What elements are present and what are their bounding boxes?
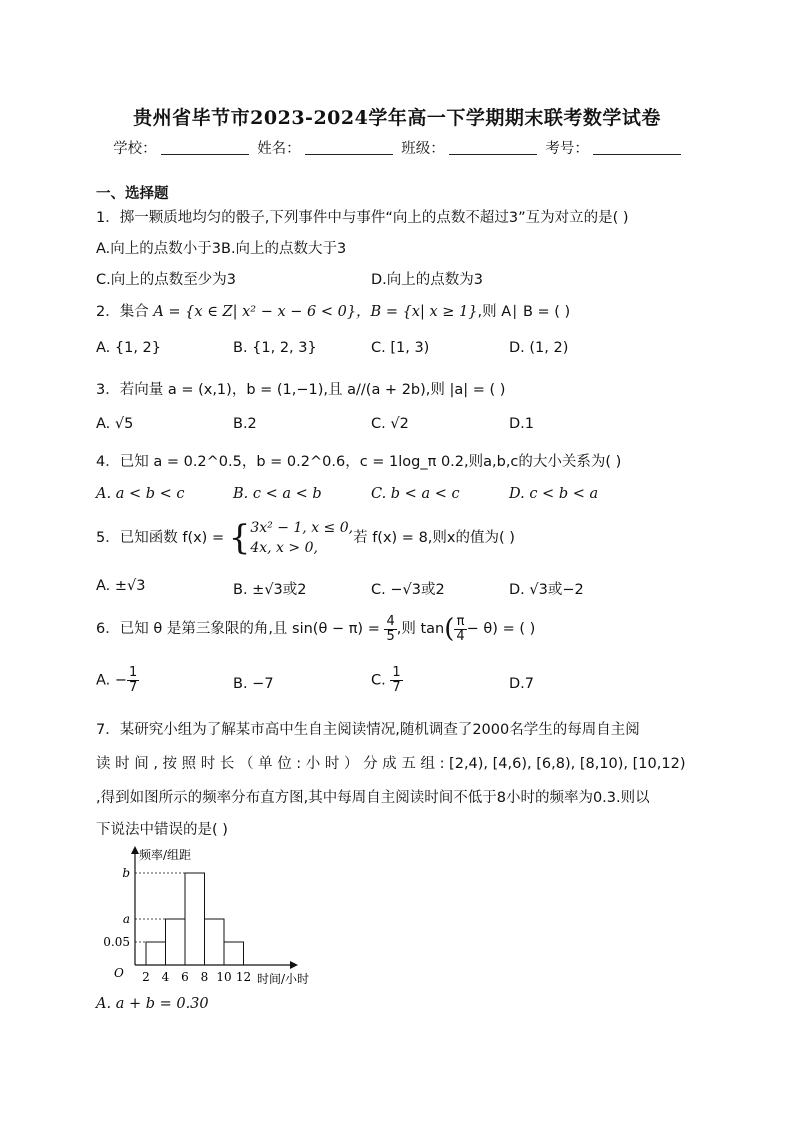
school-label: 学校：: [113, 141, 157, 157]
q2-stem-math: A = {x ∈ Z| x² − x − 6 < 0}，B = {x| x ≥ 1}: [153, 304, 478, 320]
q6-stem-mid: ,则 tan: [396, 621, 445, 637]
q7-line2: 读 时 间 , 按 照 时 长 （ 单 位 : 小 时 ） 分 成 五 组 : [2,4), [4,6), [6,8), [8,10), [10,12): [96, 756, 686, 772]
y-tick-label: a: [122, 912, 130, 926]
q3-stem: 3．若向量 a = (x,1)，b = (1,−1),且 a//(a + 2b),则 |a| = ( ): [96, 382, 506, 398]
q5-cases: [250, 518, 353, 558]
q3-option-d: D.1: [509, 416, 534, 432]
id-label: 考号：: [545, 141, 589, 157]
class-blank[interactable]: [449, 140, 537, 155]
frac-num: 1: [392, 665, 401, 680]
q2-option-d: D. (1, 2): [509, 340, 569, 356]
y-tick-label: b: [122, 866, 130, 880]
q2-option-a: A. {1, 2}: [96, 340, 162, 356]
id-blank[interactable]: [593, 140, 681, 155]
x-axis-label: 时间/小时: [257, 972, 310, 986]
histogram-bar: [205, 919, 225, 965]
q5-case2: 4x, x > 0,: [250, 540, 318, 556]
frac-num: π: [454, 615, 466, 630]
q6-stem: [96, 614, 535, 644]
q5-stem: [96, 518, 515, 558]
page-title: 贵州省毕节市2023-2024学年高一下学期期末联考数学试卷: [133, 107, 661, 129]
q4-stem: 4．已知 a = 0.2^0.5，b = 0.2^0.6，c = 1log_π 0.2,则a,b,c的大小关系为( ): [96, 454, 622, 470]
q5-stem-pre: 5．已知函数 f(x) =: [96, 530, 229, 546]
histogram-bar: [166, 919, 186, 965]
q2-stem-post: ,则 A∣ B = ( ): [477, 304, 571, 320]
q4-option-b: B. c < a < b: [233, 486, 322, 502]
frac-den: 7: [129, 680, 138, 695]
q7-option-a: A. a + b = 0.30: [96, 996, 209, 1012]
q6-fraction-pi-4: [454, 615, 466, 644]
x-tick-label: 6: [181, 970, 189, 984]
q1-stem: 1．掷一颗质地均匀的骰子,下列事件中与事件“向上的点数不超过3”互为对立的是( ): [96, 210, 629, 226]
x-axis-arrow: [290, 961, 298, 969]
frac-den: 4: [456, 628, 465, 644]
q5-case1: 3x² − 1, x ≤ 0,: [250, 520, 354, 536]
q2-stem-pre: 2．集合: [96, 304, 154, 320]
q6-option-a-fraction: [127, 666, 139, 695]
q6-option-c: [371, 666, 403, 695]
name-label: 姓名：: [257, 141, 301, 157]
q2-option-b: B. {1, 2, 3}: [233, 340, 317, 356]
origin-label: O: [114, 966, 124, 980]
q4-option-d: D. c < b < a: [509, 486, 599, 502]
class-label: 班级：: [401, 141, 445, 157]
y-axis-arrow: [131, 846, 139, 854]
q6-option-c-prefix: C.: [371, 672, 391, 689]
frac-num: 4: [386, 613, 395, 629]
q4-option-c: C. b < a < c: [371, 486, 460, 502]
q6-paren: (: [444, 614, 455, 644]
y-axis-label: 频率/组距: [139, 848, 192, 862]
q6-stem-pre: 6．已知 θ 是第三象限的角,且 sin(θ − π) =: [96, 621, 385, 637]
frac-num: 1: [129, 665, 138, 680]
section-heading: 一、选择题: [96, 186, 169, 202]
q4-option-a: A. a < b < c: [96, 486, 185, 502]
q6-option-a-prefix: A. −: [96, 672, 128, 689]
histogram-bar: [146, 942, 166, 965]
x-tick-label: 10: [216, 970, 232, 984]
student-info-line: [0, 137, 794, 158]
q5-stem-post: 若 f(x) = 8,则x的值为( ): [353, 530, 515, 546]
q6-option-d: D.7: [509, 676, 534, 692]
q3-option-a: A. √5: [96, 416, 134, 432]
q7-line3: ,得到如图所示的频率分布直方图,其中每周自主阅读时间不低于8小时的频率为0.3.则以: [96, 790, 650, 806]
q5-option-b: B. ±√3或2: [233, 582, 307, 598]
frac-den: 7: [392, 680, 401, 695]
x-tick-label: 4: [161, 970, 170, 984]
q6-option-b: B. −7: [233, 676, 274, 692]
q2-stem: [96, 300, 570, 321]
q5-option-d: D. √3或−2: [509, 582, 584, 598]
name-blank[interactable]: [305, 140, 393, 155]
q6-fraction-4-5: [384, 615, 396, 644]
q7-line4: 下说法中错误的是( ): [96, 822, 228, 838]
school-blank[interactable]: [161, 140, 249, 155]
x-tick-label: 2: [142, 970, 150, 984]
q3-option-b: B.2: [233, 416, 257, 432]
x-tick-label: 8: [200, 970, 209, 984]
frac-den: 5: [386, 628, 395, 644]
histogram-bar: [224, 942, 244, 965]
q5-option-c: C. −√3或2: [371, 582, 445, 598]
q2-option-c: C. [1, 3): [371, 340, 430, 356]
q5-brace: {: [228, 518, 251, 558]
q1-options-ab: A.向上的点数小于3B.向上的点数大于3: [96, 241, 347, 257]
q5-option-a: A. ±√3: [96, 578, 146, 594]
q3-option-c: C. √2: [371, 416, 409, 432]
frequency-histogram: [90, 842, 330, 987]
q7-line1: 7．某研究小组为了解某市高中生自主阅读情况,随机调查了2000名学生的每周自主阅: [96, 722, 640, 738]
q1-option-c: C.向上的点数至少为3: [96, 272, 236, 288]
q6-option-a: [96, 666, 139, 695]
y-tick-label: 0.05: [103, 935, 130, 949]
q6-option-c-fraction: [390, 666, 402, 695]
x-tick-label: 12: [235, 970, 252, 984]
q1-option-d: D.向上的点数为3: [371, 272, 483, 288]
q6-stem-post: − θ) = ( ): [466, 621, 536, 637]
histogram-bar: [185, 873, 205, 965]
